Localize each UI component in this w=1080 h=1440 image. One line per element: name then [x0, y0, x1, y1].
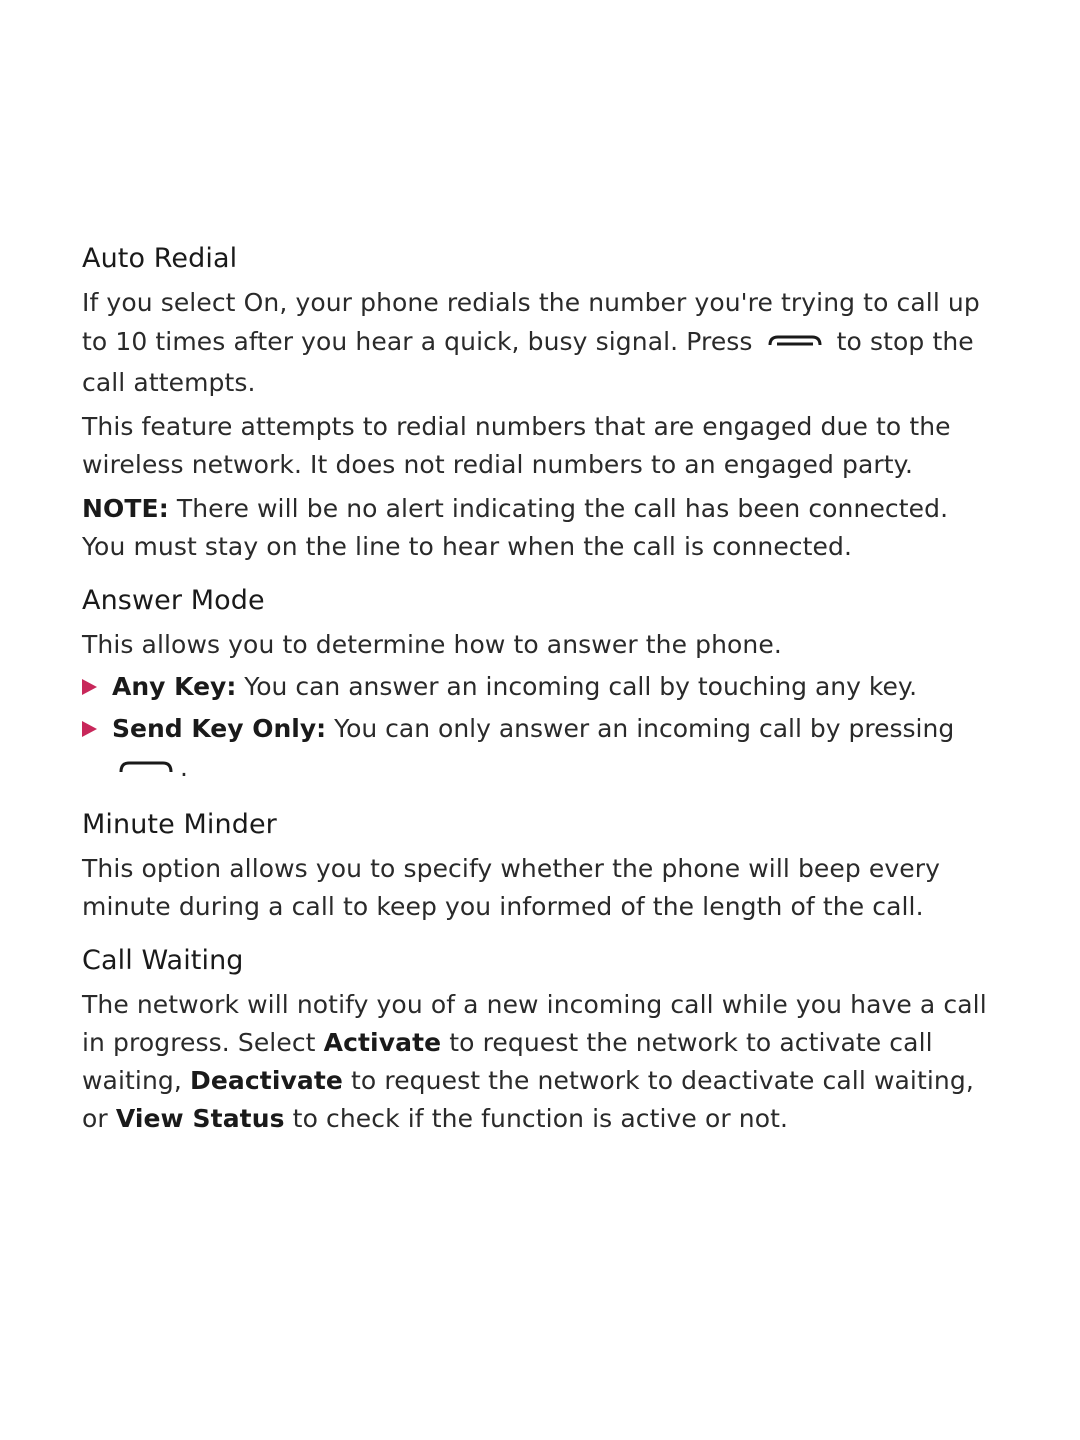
answer-mode-section [82, 582, 992, 790]
auto-redial-paragraph-2: This feature attempts to redial numbers that are engaged due to the wireless network. It does not redial numbers to an engaged party. [82, 412, 951, 479]
minute-minder-section [82, 806, 992, 926]
manual-page [82, 240, 992, 1138]
call-waiting-text-2: to request the network to activate call waiting, [82, 1028, 933, 1095]
list-item [82, 668, 992, 706]
auto-redial-note [82, 490, 992, 566]
note-text: There will be no alert indicating the call has been connected. You must stay on the line to hear when the call is connected. [82, 494, 949, 561]
note-label: NOTE: [82, 494, 169, 523]
minute-minder-heading: Minute Minder [82, 809, 277, 840]
call-waiting-text-4: to check if the function is active or not. [292, 1104, 789, 1133]
call-waiting-text-1: The network will notify you of a new incoming call while you have a call in progress. Select [82, 990, 987, 1057]
list-item-text [112, 668, 917, 706]
send-key-icon [118, 748, 174, 786]
minute-minder-text: This option allows you to specify whether the phone will beep every minute during a call to keep you informed of the length of the call. [82, 854, 941, 921]
call-waiting-text [82, 986, 992, 1138]
send-key-only-trailing: . [180, 753, 188, 782]
answer-mode-heading: Answer Mode [82, 585, 265, 616]
auto-redial-paragraph-1 [82, 284, 992, 402]
answer-mode-intro: This allows you to determine how to answer the phone. [82, 630, 782, 659]
auto-redial-heading: Auto Redial [82, 243, 238, 274]
call-waiting-section [82, 942, 992, 1138]
any-key-text: You can answer an incoming call by touching any key. [244, 672, 918, 701]
bullet-arrow-icon [82, 721, 97, 737]
auto-redial-text-after-icon: to stop the call attempts. [82, 327, 974, 397]
end-key-icon [767, 322, 823, 360]
call-waiting-text-3: to request the network to deactivate call waiting, or [82, 1066, 974, 1133]
auto-redial-section [82, 240, 992, 566]
view-status-term: View Status [115, 1104, 285, 1133]
bullet-arrow-icon [82, 679, 97, 695]
send-key-only-label: Send Key Only: [112, 714, 327, 743]
auto-redial-text-before-icon: If you select On, your phone redials the number you're trying to call up to 10 times after you hear a quick, busy signal. Press [82, 288, 980, 356]
call-waiting-heading: Call Waiting [82, 945, 244, 976]
send-key-only-text: You can only answer an incoming call by pressing [334, 714, 955, 743]
deactivate-term: Deactivate [189, 1066, 343, 1095]
list-item-text [112, 710, 992, 790]
any-key-label: Any Key: [112, 672, 237, 701]
list-item [82, 710, 992, 790]
activate-term: Activate [323, 1028, 442, 1057]
